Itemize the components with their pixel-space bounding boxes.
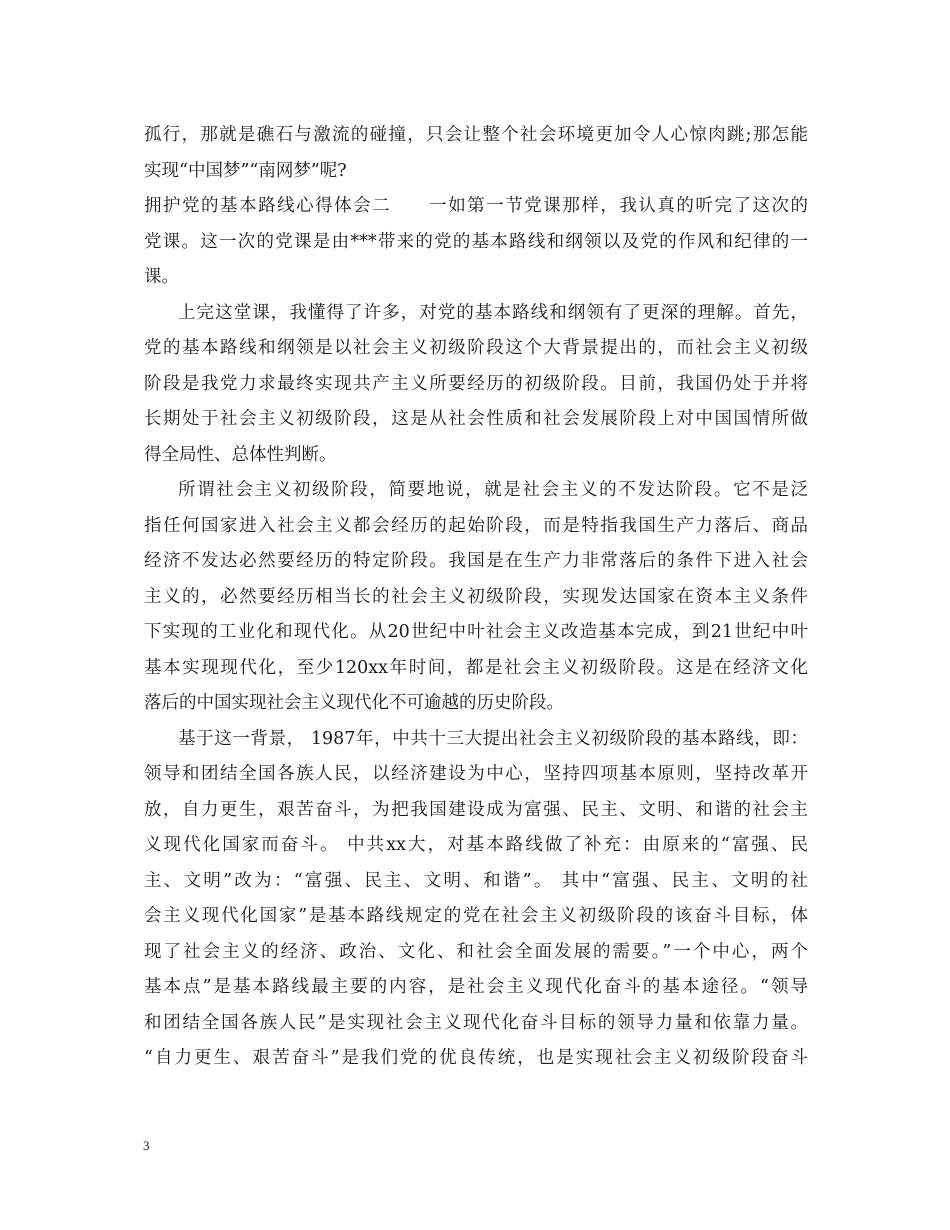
text-line: 主义的，必然要经历相当长的社会主义初级阶段，实现发达国家在资本主义条件 bbox=[144, 586, 808, 607]
text-line: 会主义现代化国家”是基本路线规定的党在社会主义初级阶段的该奋斗目标，体 bbox=[144, 906, 808, 926]
text-line: 基本点”是基本路线最主要的内容，是社会主义现代化奋斗的基本途径。“领导 bbox=[144, 977, 808, 997]
paragraph bbox=[144, 118, 808, 189]
text-line: 课。 bbox=[144, 267, 179, 287]
text-line: 领导和团结全国各族人民，以经济建设为中心，坚持四项基本原则，坚持改革开 bbox=[144, 764, 808, 784]
text-line: 经济不发达必然要经历的特定阶段。我国是在生产力非常落后的条件下进入社会 bbox=[144, 551, 808, 571]
text-line: 拥护党的基本路线心得体会二 一如第一节党课那样，我认真的听完了这次的 bbox=[144, 196, 808, 216]
document-page bbox=[144, 118, 808, 1077]
text-line: 落后的中国实现社会主义现代化不可逾越的历史阶段。 bbox=[144, 693, 564, 713]
text-line: 指任何国家进入社会主义都会经历的起始阶段，而是特指我国生产力落后、商品 bbox=[144, 515, 808, 536]
paragraph bbox=[144, 189, 808, 296]
text-line: 基于这一背景， 1987年，中共十三大提出社会主义初级阶段的基本路线，即： bbox=[178, 728, 808, 749]
text-line: 孤行，那就是礁石与激流的碰撞，只会让整个社会环境更加令人心惊肉跳;那怎能 bbox=[144, 125, 808, 145]
paragraph bbox=[144, 473, 808, 722]
text-line: 得全局性、总体性判断。 bbox=[144, 444, 337, 465]
paragraph bbox=[144, 722, 808, 1077]
text-line: 义现代化国家而奋斗。 中共xx大，对基本路线做了补充：由原来的“富强、民 bbox=[144, 835, 808, 855]
text-line: 长期处于社会主义初级阶段，这是从社会性质和社会发展阶段上对中国国情所做 bbox=[144, 409, 808, 429]
document-body bbox=[144, 118, 808, 1077]
text-line: 放，自力更生，艰苦奋斗，为把我国建设成为富强、民主、文明、和谐的社会主 bbox=[144, 799, 808, 820]
text-line: 和团结全国各族人民”是实现社会主义现代化奋斗目标的领导力量和依靠力量。 bbox=[144, 1012, 808, 1033]
text-line: 现了社会主义的经济、政治、文化、和社会全面发展的需要。”一个中心，两个 bbox=[144, 941, 808, 962]
text-line: 实现“中国梦”“南网梦”呢? bbox=[144, 160, 347, 181]
text-line: 主、文明”改为：“富强、民主、文明、和谐”。 其中“富强、民主、文明的社 bbox=[144, 870, 808, 891]
text-line: 基本实现现代化，至少120xx年时间，都是社会主义初级阶段。这是在经济文化 bbox=[144, 657, 808, 678]
text-line: 所谓社会主义初级阶段，简要地说，就是社会主义的不发达阶段。它不是泛 bbox=[178, 480, 808, 500]
paragraph bbox=[144, 296, 808, 474]
text-line: 党课。这一次的党课是由***带来的党的基本路线和纲领以及党的作风和纪律的一 bbox=[144, 231, 808, 252]
text-line: 党的基本路线和纲领是以社会主义初级阶段这个大背景提出的，而社会主义初级 bbox=[144, 338, 808, 358]
text-line: 上完这堂课，我懂得了许多，对党的基本路线和纲领有了更深的理解。首先， bbox=[178, 302, 808, 323]
text-line: 阶段是我党力求最终实现共产主义所要经历的初级阶段。目前，我国仍处于并将 bbox=[144, 373, 808, 394]
text-line: 下实现的工业化和现代化。从20世纪中叶社会主义改造基本完成，到21世纪中叶 bbox=[144, 622, 808, 642]
text-line: “自力更生、艰苦奋斗”是我们党的优良传统，也是实现社会主义初级阶段奋斗 bbox=[144, 1048, 808, 1068]
page-number: 3 bbox=[143, 1138, 150, 1153]
